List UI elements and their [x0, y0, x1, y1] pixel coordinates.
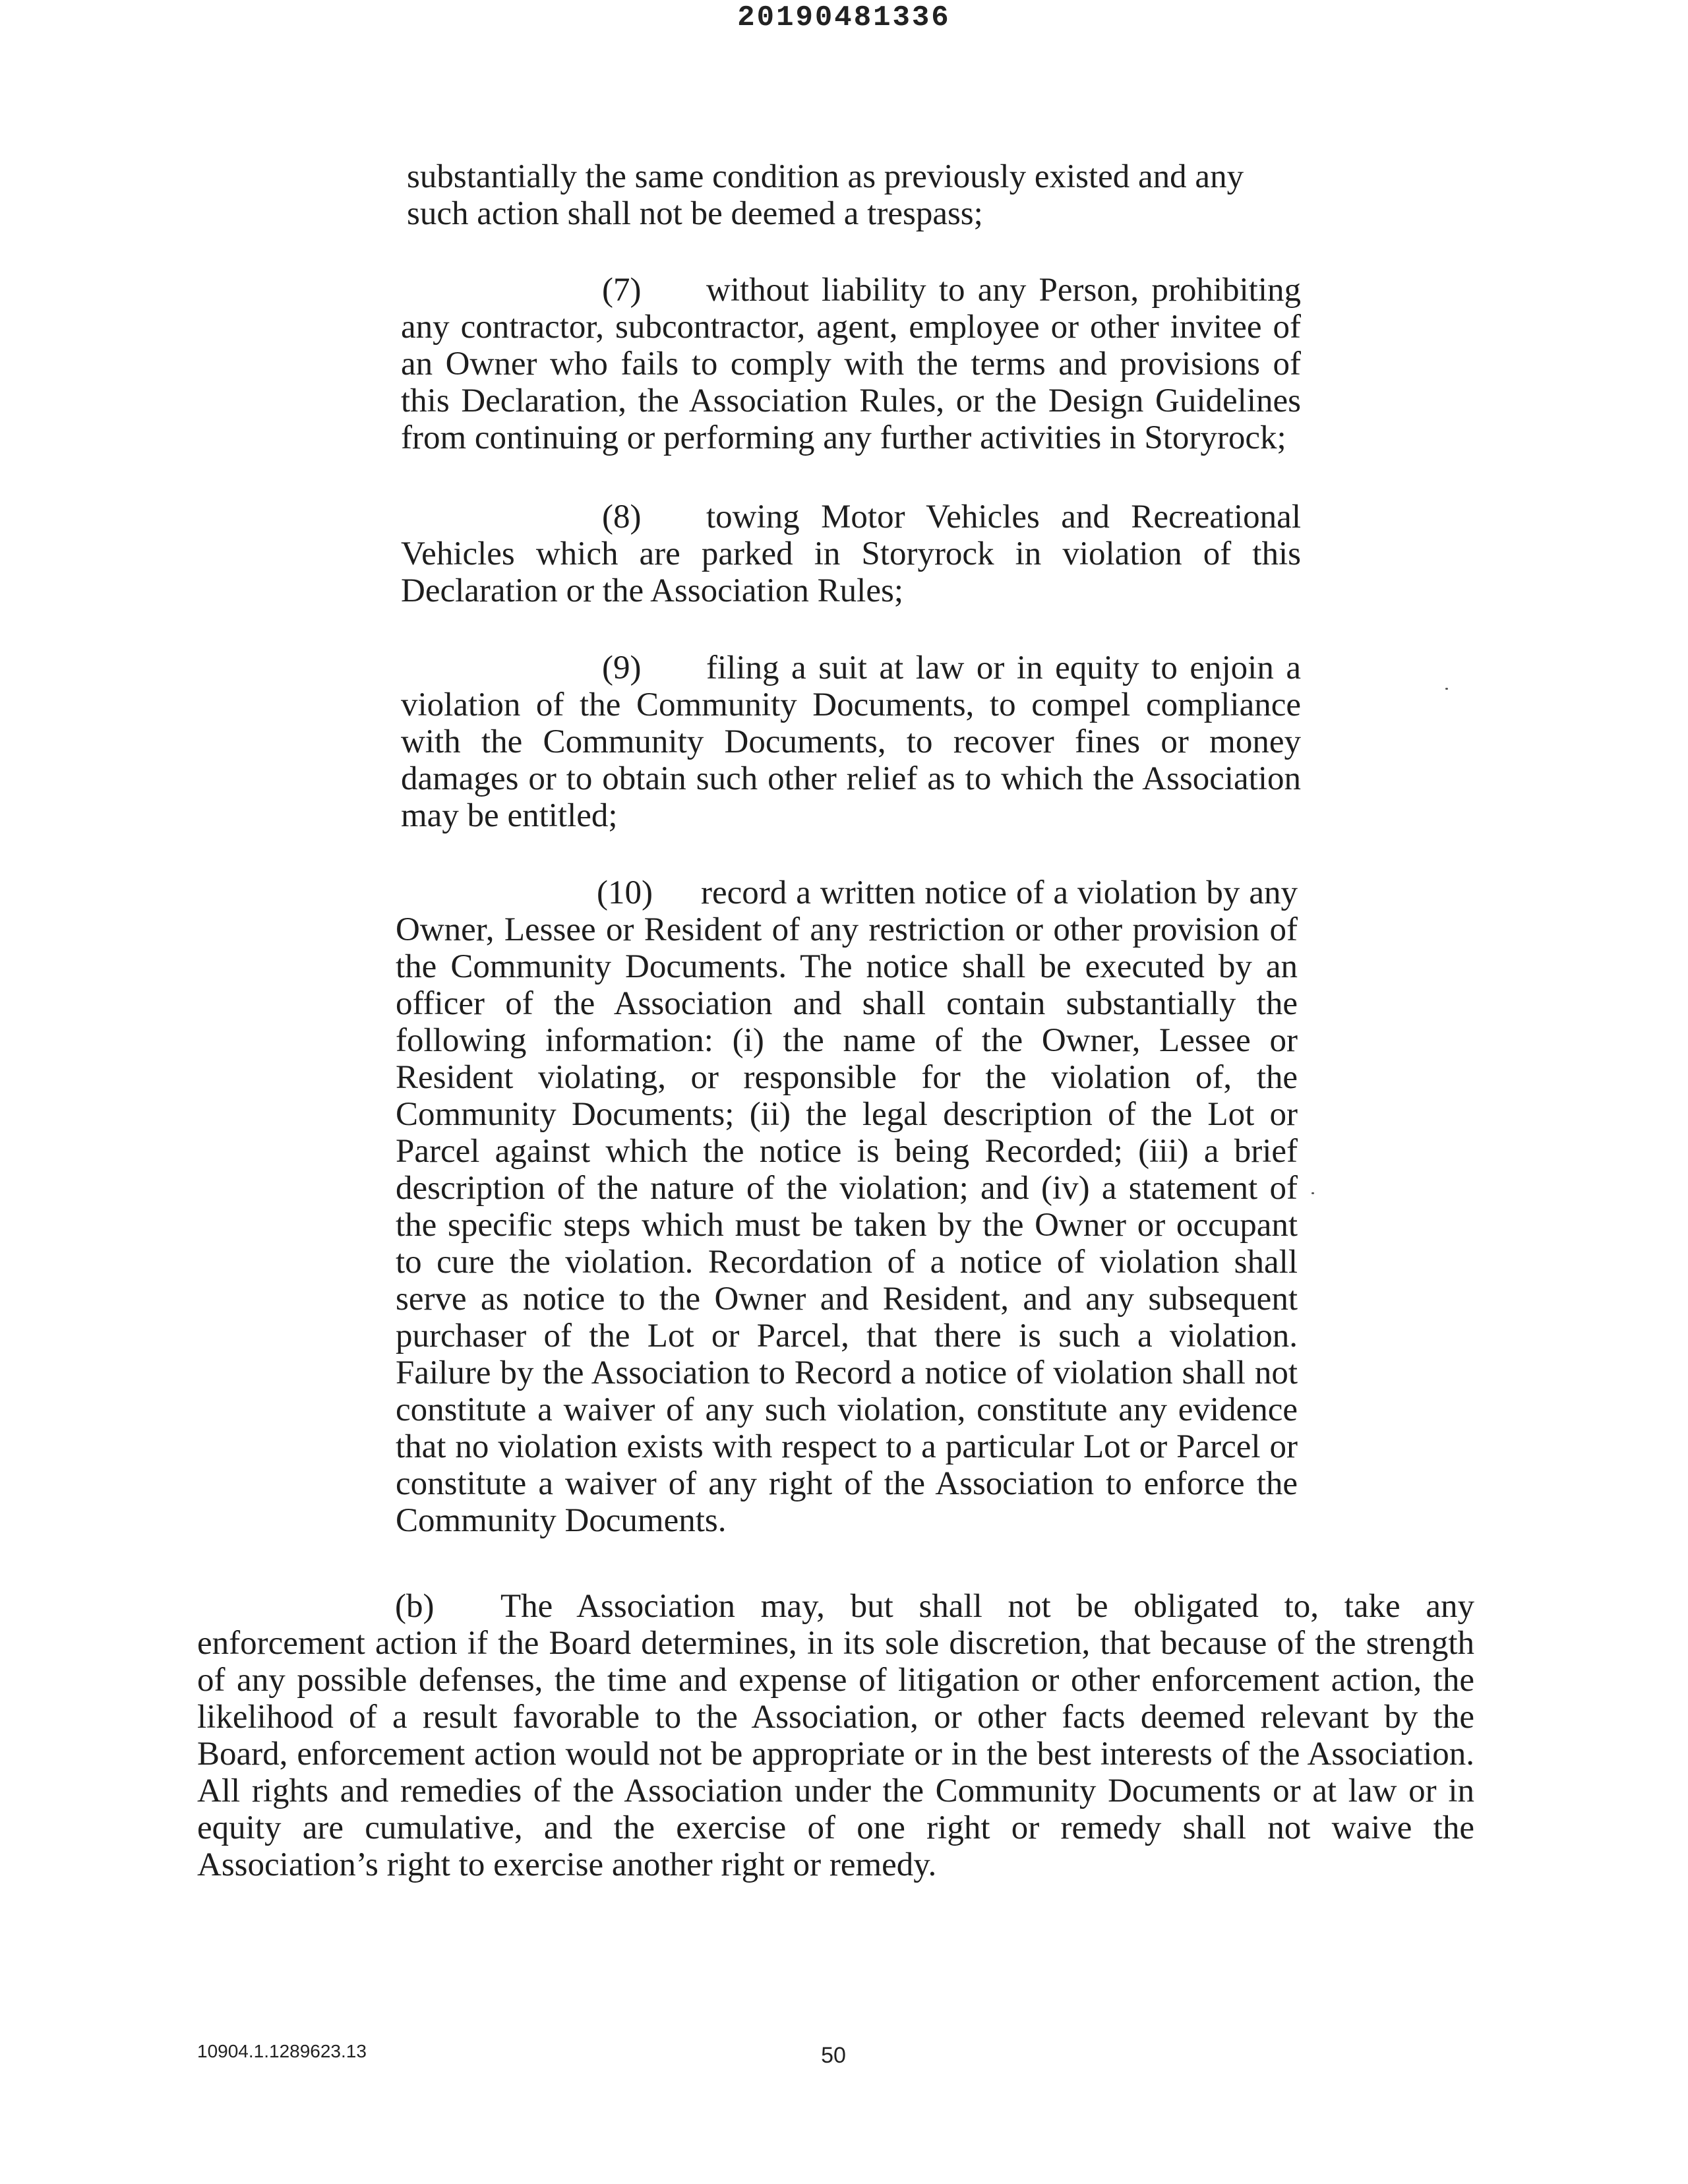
recording-number: 20190481336	[737, 1, 951, 34]
item-number: (9)	[602, 650, 642, 686]
item-text: filing a suit at law or in equity to enjoin a violation of the Community Documents, to compel compliance with the Community Documents, to recover fines or money damages or to obtain such other relief as to which the Association may be entitled;	[401, 650, 1301, 834]
item-text: record a written notice of a violation by any Owner, Lessee or Resident of any restriction or other provision of the Community Documents. The notice shall be executed by an officer of the Association and shall contain substantially the following information: (i) the name of the Owner, Lessee or Resident violating, or responsible for the violation of, the Community Documents; (ii) the legal description of the Lot or Parcel against which the notice is being Recorded; (iii) a brief description of the nature of the violation; and (iv) a statement of the specific steps which must be taken by the Owner or occupant to cure the violation. Recordation of a notice of violation shall serve as notice to the Owner and Resident, and any subsequent purchaser of the Lot or Parcel, that there is such a violation. Failure by the Association to Record a notice of violation shall not constitute a waiver of any such violation, constitute any evidence that no violation exists with respect to a particular Lot or Parcel or constitute a waiver of any right of the Association to enforce the Community Documents.	[396, 874, 1298, 1539]
page-number: 50	[821, 2043, 846, 2068]
paragraph-number: (b)	[395, 1588, 435, 1625]
footer-document-id: 10904.1.1289623.13	[197, 2041, 367, 2061]
paragraph-text: The Association may, but shall not be obligated to, take any enforcement action if the Board determines, in its sole discretion, that because of the strength of any possible defenses, the time and expense of litigation or other enforcement action, the likelihood of a result favorable to the Association, or other facts deemed relevant by the Board, enforcement action would not be appropriate or in the best interests of the Association. All rights and remedies of the Association under the Community Documents or at law or in equity are cumulative, and the exercise of one right or remedy shall not waive the Association’s right to exercise another right or remedy.	[197, 1588, 1474, 1883]
scan-speck	[1445, 688, 1448, 690]
list-item-9	[401, 650, 1301, 834]
item-number: (10)	[597, 874, 653, 911]
scan-speck	[1311, 1192, 1314, 1194]
item-number: (8)	[602, 499, 642, 535]
list-item-7	[401, 272, 1301, 456]
continuation-paragraph: substantially the same condition as previously existed and any such action shall not be deemed a trespass;	[407, 158, 1244, 232]
paragraph-b	[197, 1588, 1474, 1883]
item-text: without liability to any Person, prohibiting any contractor, subcontractor, agent, employee or other invitee of an Owner who fails to comply with the terms and provisions of this Declaration, the Association Rules, or the Design Guidelines from continuing or performing any further activities in Storyrock;	[401, 272, 1301, 456]
item-number: (7)	[602, 272, 642, 309]
list-item-10	[396, 874, 1298, 1539]
list-item-8	[401, 499, 1301, 609]
item-text: towing Motor Vehicles and Recreational Vehicles which are parked in Storyrock in violation of this Declaration or the Association Rules;	[401, 499, 1301, 609]
